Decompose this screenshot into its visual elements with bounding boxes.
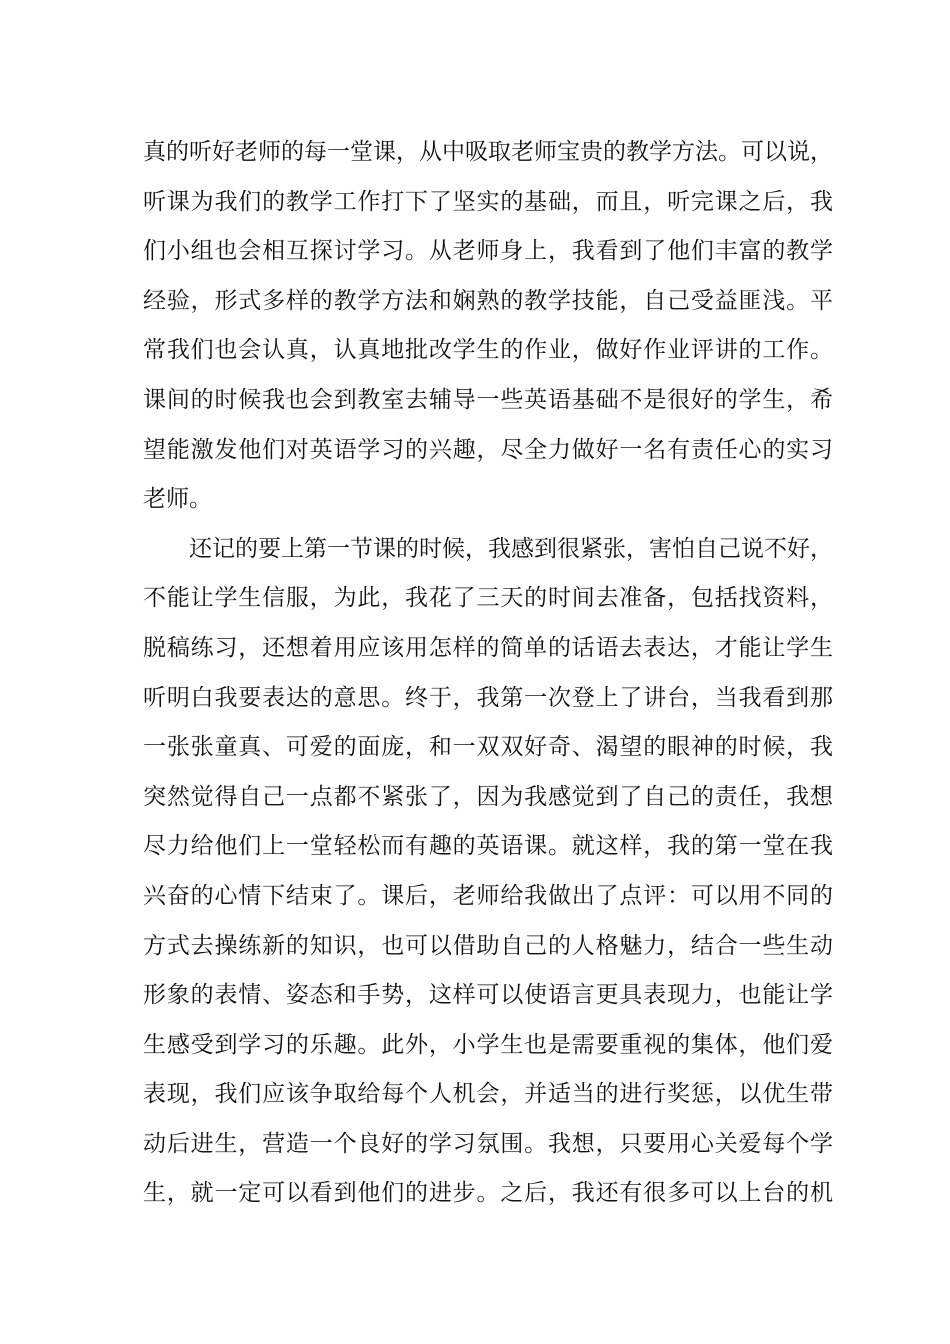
text-line: 形象的表情、姿态和手势，这样可以使语言更具表现力，也能让学 (143, 982, 833, 1009)
text-line: 老师。 (143, 486, 212, 513)
text-line: 听明白我要表达的意思。终于，我第一次登上了讲台，当我看到那 (143, 684, 833, 711)
text-line: 听课为我们的教学工作打下了坚实的基础，而且，听完课之后，我 (143, 188, 833, 215)
text-line: 经验，形式多样的教学方法和娴熟的教学技能，自己受益匪浅。平 (143, 287, 833, 314)
text-line: 生，就一定可以看到他们的进步。之后，我还有很多可以上台的机 (143, 1180, 833, 1207)
text-line: 一张张童真、可爱的面庞，和一双双好奇、渴望的眼神的时候，我 (143, 734, 833, 761)
text-line: 真的听好老师的每一堂课，从中吸取老师宝贵的教学方法。可以说， (143, 139, 833, 165)
text-line: 兴奋的心情下结束了。课后，老师给我做出了点评：可以用不同的 (143, 882, 833, 909)
text-line: 尽力给他们上一堂轻松而有趣的英语课。就这样，我的第一堂在我 (143, 833, 833, 860)
text-line: 表现，我们应该争取给每个人机会，并适当的进行奖惩，以优生带 (143, 1081, 833, 1108)
text-line: 们小组也会相互探讨学习。从老师身上，我看到了他们丰富的教学 (143, 238, 833, 265)
text-line: 不能让学生信服，为此，我花了三天的时间去准备，包括找资料， (143, 585, 833, 612)
text-line: 望能激发他们对英语学习的兴趣，尽全力做好一名有责任心的实习 (143, 436, 833, 463)
text-line: 动后进生，营造一个良好的学习氛围。我想，只要用心关爱每个学 (143, 1130, 833, 1157)
document-body (143, 128, 833, 1219)
text-line: 突然觉得自己一点都不紧张了，因为我感觉到了自己的责任，我想 (143, 783, 833, 810)
paragraph-first-line: 还记的要上第一节课的时候，我感到很紧张，害怕自己说不好， (189, 535, 833, 562)
text-line: 生感受到学习的乐趣。此外，小学生也是需要重视的集体，他们爱 (143, 1031, 833, 1058)
text-line: 课间的时候我也会到教室去辅导一些英语基础不是很好的学生，希 (143, 386, 833, 413)
text-line: 方式去操练新的知识，也可以借助自己的人格魅力，结合一些生动 (143, 932, 833, 959)
text-line: 常我们也会认真，认真地批改学生的作业，做好作业评讲的工作。 (143, 337, 833, 364)
text-line: 脱稿练习，还想着用应该用怎样的简单的话语去表达，才能让学生 (143, 634, 833, 661)
